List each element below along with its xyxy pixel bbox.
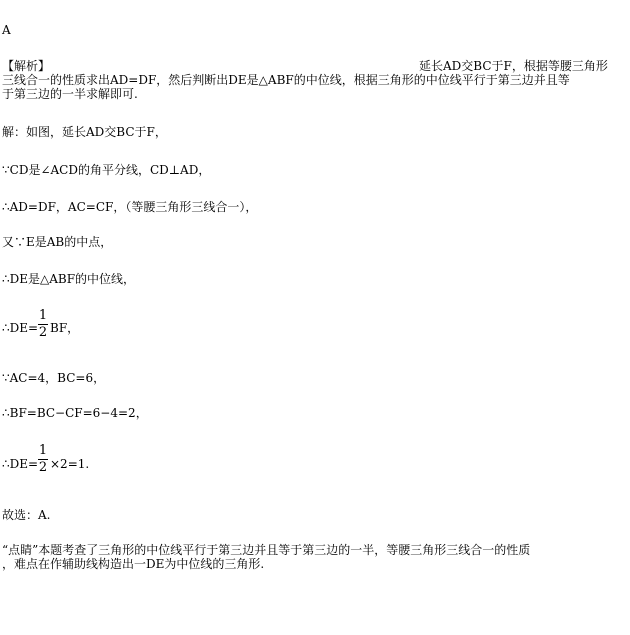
solution-step-2: ∵CD是∠ACD的角平分线，CD⊥AD， [2, 163, 211, 177]
step-6-suffix: BF， [50, 321, 80, 335]
half-fraction [37, 309, 49, 340]
fraction-denominator: 2 [38, 460, 48, 475]
fraction-bar [38, 324, 48, 325]
half-fraction [37, 444, 49, 475]
analysis-line-2: 三线合一的性质求出AD=DF，然后判断出DE是△ABF的中位线，根据三角形的中位线平行于第三边并且等 [2, 73, 570, 87]
solution-step-4: 又∵E是AB的中点， [2, 235, 113, 249]
step-9-prefix: ∴DE= [2, 457, 39, 471]
analysis-tag: 【解析】 [2, 59, 51, 73]
comment-line-2: ，难点在作辅助线构造出一DE为中位线的三角形. [2, 557, 265, 571]
comment-line-1: “点睛”本题考查了三角形的中位线平行于第三边并且等于第三边的一半，等腰三角形三线合一的性质 [2, 543, 531, 557]
answer-label: A [2, 23, 11, 37]
solution-step-8: ∴BF=BC−CF=6−4=2， [2, 406, 148, 420]
analysis-line-1: 延长AD交BC于F，根据等腰三角形 [419, 59, 608, 73]
step-6-prefix: ∴DE= [2, 321, 39, 335]
fraction-denominator: 2 [38, 325, 48, 340]
step-9-suffix: ×2=1. [50, 457, 90, 471]
fraction-numerator: 1 [38, 443, 48, 458]
fraction-numerator: 1 [38, 308, 48, 323]
solution-step-5: ∴DE是△ABF的中位线， [2, 272, 136, 286]
fraction-bar [38, 459, 48, 460]
final-answer: 故选：A. [2, 508, 51, 522]
solution-step-7: ∵AC=4，BC=6， [2, 371, 106, 385]
solution-step-3: ∴AD=DF，AC=CF，（等腰三角形三线合一）， [2, 200, 258, 214]
analysis-line-3: 于第三边的一半求解即可. [2, 87, 138, 101]
solution-step-1: 解：如图，延长AD交BC于F， [2, 125, 167, 139]
